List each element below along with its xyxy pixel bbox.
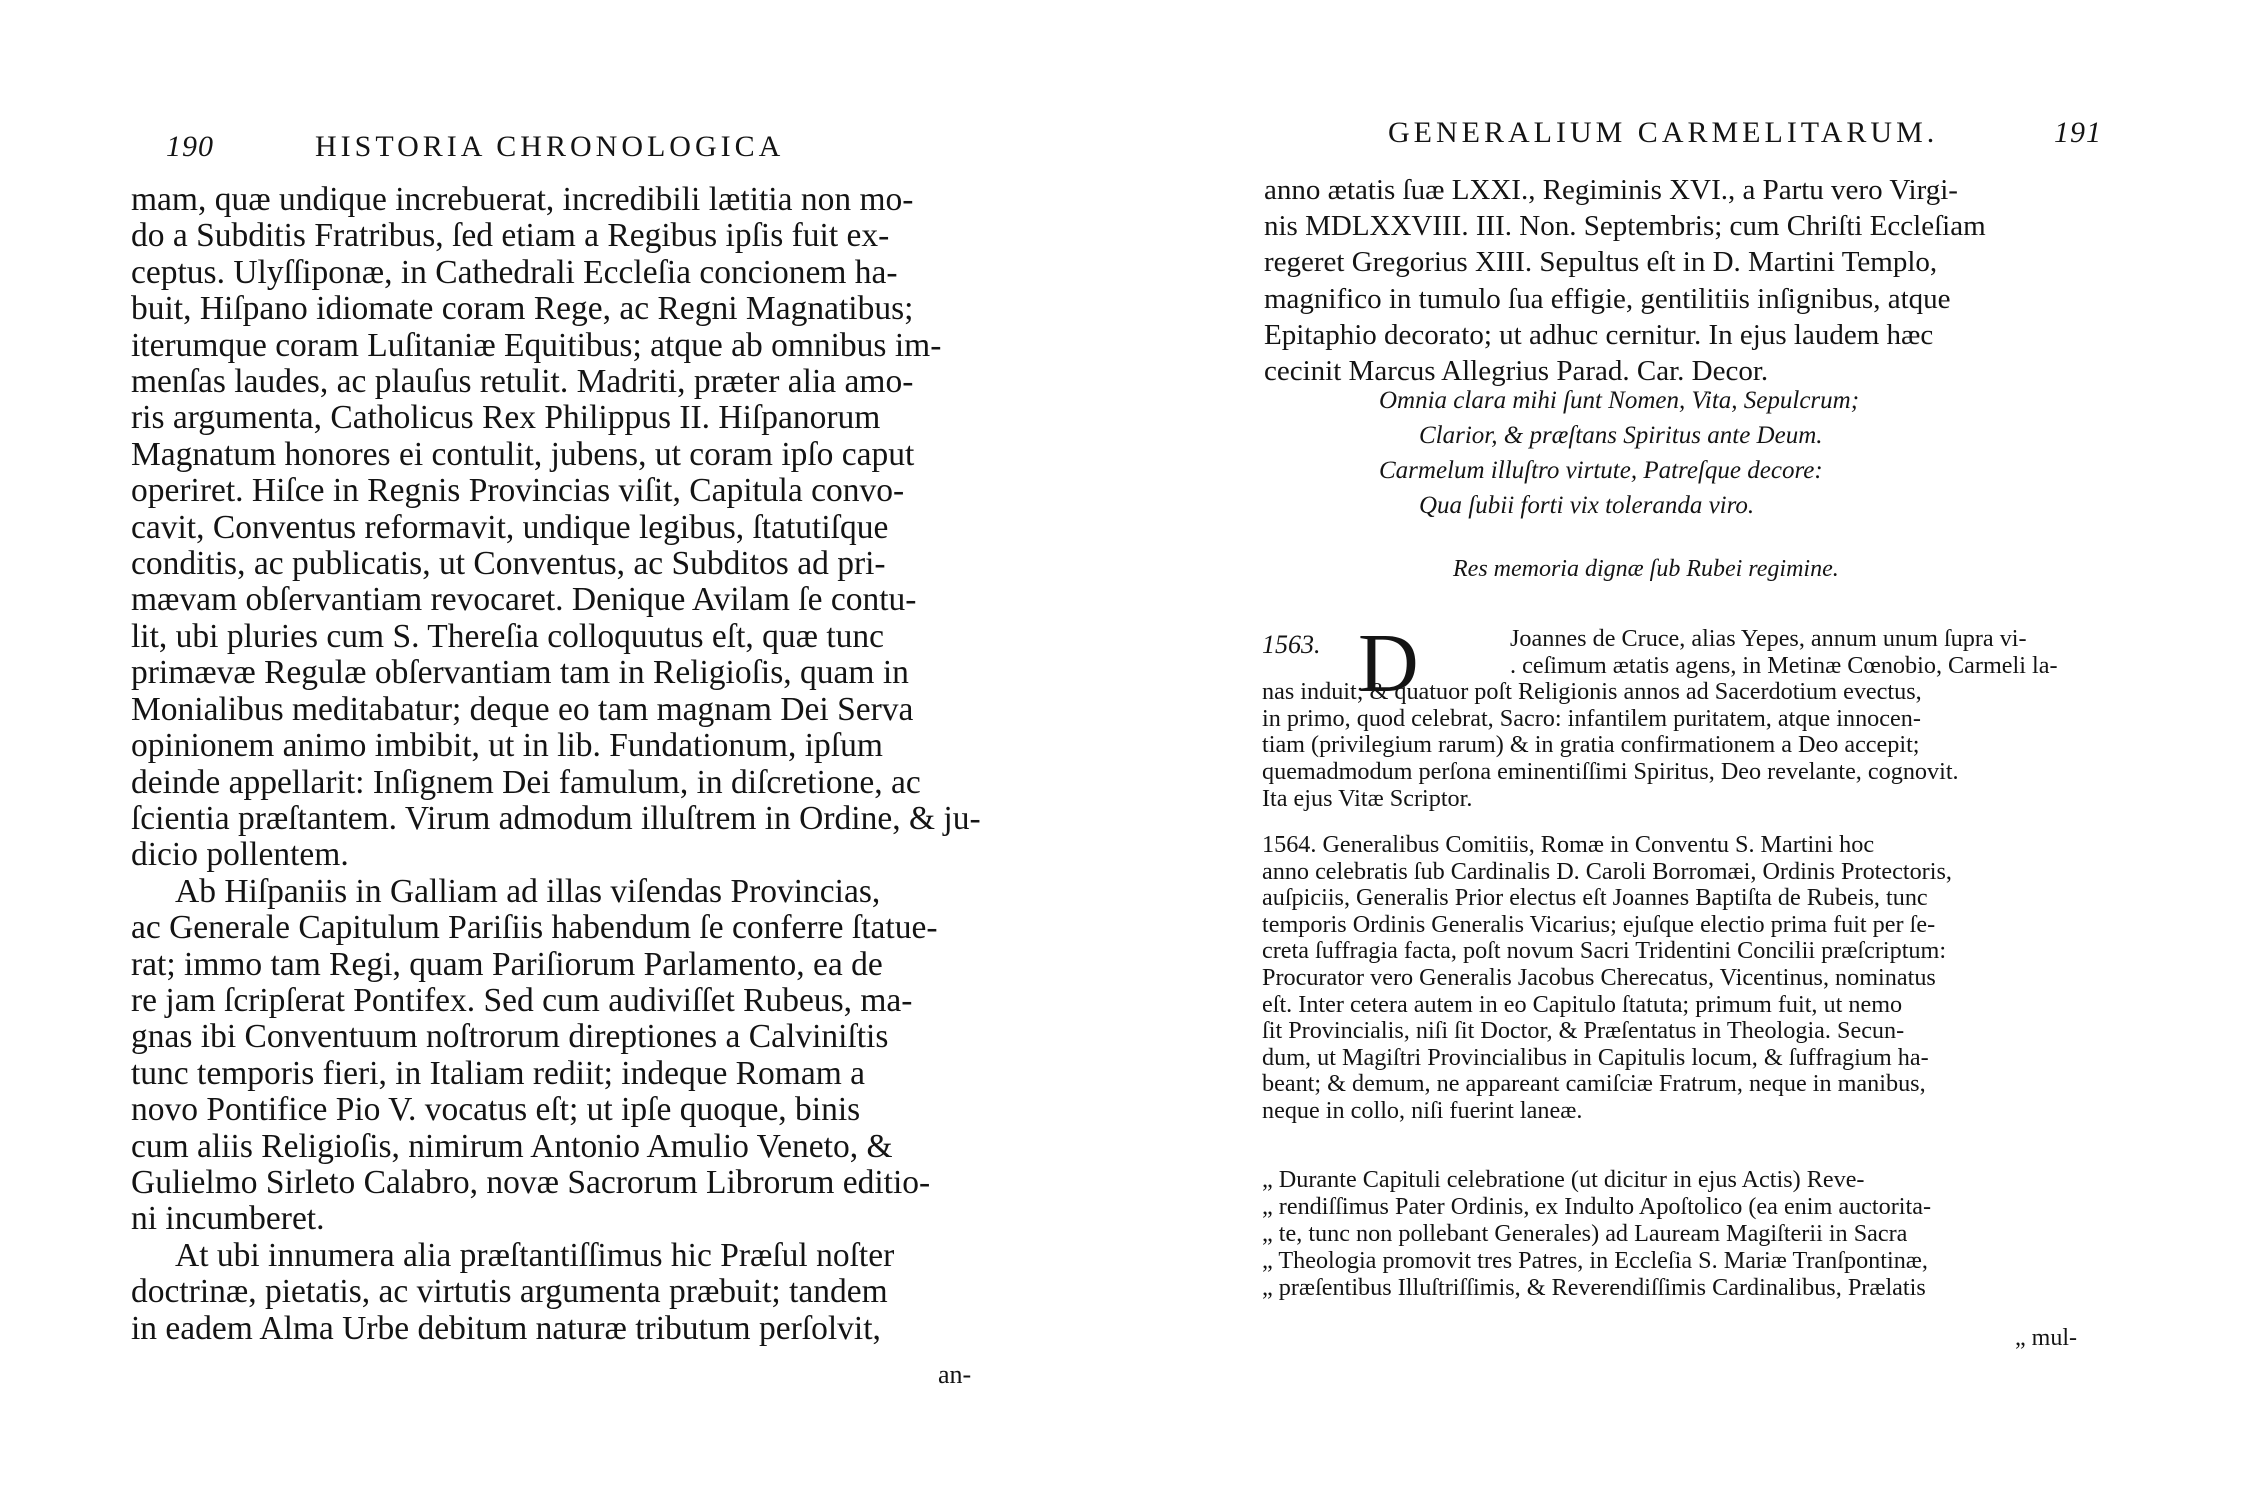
text-line: nis MDLXXVIII. III. Non. Septembris; cum Chriſti Eccleſiam	[1264, 210, 1986, 243]
text-line: ris argumenta, Catholicus Rex Philippus II. Hiſpanorum	[131, 399, 881, 437]
text-line: re jam ſcripſerat Pontifex. Sed cum audiviſſet Rubeus, ma-	[131, 981, 913, 1019]
section-heading: Res memoria dignæ ſub Rubei regimine.	[1453, 556, 1839, 582]
text-line: beant; & demum, ne appareant camiſciæ Fratrum, neque in manibus,	[1262, 1070, 1926, 1098]
text-line: do a Subditis Fratribus, ſed etiam a Regibus ipſis fuit ex-	[131, 217, 890, 255]
text-line: conditis, ac publicatis, ut Conventus, ac Subditos ad pri-	[131, 545, 886, 583]
text-line: nas induit; & quatuor poſt Religionis annos ad Sacerdotium evectus,	[1262, 678, 1922, 706]
text-line: in eadem Alma Urbe debitum naturæ tributum perſolvit,	[131, 1309, 881, 1347]
text-line: operiret. Hiſce in Regnis Provincias viſit, Capitula convo-	[131, 472, 905, 510]
text-line: ni incumberet.	[131, 1200, 325, 1238]
text-line: „ rendiſſimus Pater Ordinis, ex Indulto Apoſtolico (ea enim auctorita-	[1262, 1193, 1932, 1220]
page-number: 190	[166, 130, 214, 163]
text-line: ſcientia præſtantem. Virum admodum illuſtrem in Ordine, & ju-	[131, 799, 981, 837]
text-line: dicio pollentem.	[131, 836, 349, 874]
text-line: cum aliis Religioſis, nimirum Antonio Amulio Veneto, &	[131, 1127, 893, 1165]
text-line: tiam (privilegium rarum) & in gratia confirmationem a Deo accepit;	[1262, 731, 1920, 759]
text-line: „ Durante Capituli celebratione (ut dicitur in ejus Actis) Reve-	[1262, 1166, 1865, 1193]
running-head: GENERALIUM CARMELITARUM.	[1388, 116, 1939, 149]
text-line: in primo, quod celebrat, Sacro: infantilem puritatem, atque innocen-	[1262, 704, 1921, 732]
text-line: Gulielmo Sirleto Calabro, novæ Sacrorum Librorum editio-	[131, 1163, 931, 1201]
catchword: an-	[938, 1360, 972, 1389]
text-line: novo Pontifice Pio V. vocatus eſt; ut ipſe quoque, binis	[131, 1091, 861, 1129]
text-line: gnas ibi Conventuum noſtrorum direptiones a Calviniſtis	[131, 1018, 889, 1056]
text-line: creta ſuffragia facta, poſt novum Sacri Tridentini Concilii præſcriptum:	[1262, 937, 1947, 965]
text-line: Joannes de Cruce, alias Yepes, annum unum ſupra vi-	[1510, 625, 2027, 652]
text-line: „ præſentibus Illuſtriſſimis, & Reverendiſſimis Cardinalibus, Prælatis	[1262, 1274, 1926, 1301]
text-line: doctrinæ, pietatis, ac virtutis argumenta præbuit; tandem	[131, 1273, 888, 1311]
text-line: iterumque coram Luſitaniæ Equitibus; atque ab omnibus im-	[131, 326, 942, 364]
drop-cap: D	[1358, 617, 1419, 710]
text-line: regeret Gregorius XIII. Sepultus eſt in D. Martini Templo,	[1264, 246, 1938, 279]
paragraph-epitaph-intro	[1264, 172, 1986, 389]
running-head: HISTORIA CHRONOLOGICA	[315, 130, 785, 163]
text-line: cecinit Marcus Allegrius Parad. Car. Decor.	[1264, 355, 1769, 388]
paragraph-1563	[1262, 626, 2058, 812]
poem-line: Clarior, & præſtans Spiritus ante Deum.	[1419, 422, 1823, 449]
text-line: Monialibus meditabatur; deque eo tam magnam Dei Serva	[131, 690, 914, 728]
page-number: 191	[2054, 116, 2102, 149]
catchword: „ mul-	[2015, 1325, 2077, 1351]
text-line: dum, ut Magiſtri Provincialibus in Capitulis locum, & ſuffragium ha-	[1262, 1043, 1929, 1071]
text-line: cavit, Conventus reformavit, undique legibus, ſtatutiſque	[131, 508, 889, 546]
text-line: mævam obſervantiam revocaret. Denique Avilam ſe contu-	[131, 581, 917, 619]
text-line: menſas laudes, ac plauſus retulit. Madriti, præter alia amo-	[131, 363, 914, 401]
text-line: . ceſimum ætatis agens, in Metinæ Cœnobio, Carmeli la-	[1510, 651, 2058, 679]
text-line: ſit Provincialis, niſi ſit Doctor, & Præſentatus in Theologia. Secun-	[1262, 1017, 1905, 1045]
text-line: Magnatum honores ei contulit, jubens, ut coram ipſo caput	[131, 435, 915, 473]
text-line: rat; immo tam Regi, quam Pariſiorum Parlamento, ea de	[131, 945, 883, 983]
epitaph-poem	[1379, 383, 1859, 523]
poem-line: Qua ſubii forti vix toleranda viro.	[1419, 492, 1755, 519]
right-page	[1125, 0, 2250, 1501]
text-line: lit, ubi pluries cum S. Thereſia colloquutus eſt, quæ tunc	[131, 617, 885, 655]
text-line: neque in collo, niſi fuerint laneæ.	[1262, 1096, 1583, 1124]
poem-line: Omnia clara mihi ſunt Nomen, Vita, Sepulcrum;	[1379, 387, 1860, 414]
year-marker: 1563.	[1262, 630, 1321, 659]
text-line: tunc temporis fieri, in Italiam rediit; indeque Romam a	[131, 1054, 866, 1092]
text-line: Ita ejus Vitæ Scriptor.	[1262, 784, 1473, 812]
text-line: Ab Hiſpaniis in Galliam ad illas viſendas Provincias,	[175, 872, 881, 910]
paragraph-1564	[1262, 832, 1952, 1125]
poem-line: Carmelum illuſtro virtute, Patreſque decore:	[1379, 457, 1823, 484]
text-line: anno celebratis ſub Cardinalis D. Caroli Borromæi, Ordinis Protectoris,	[1262, 857, 1952, 885]
text-line: Procurator vero Generalis Jacobus Cherecatus, Vicentinus, nominatus	[1262, 963, 1936, 991]
text-line: temporis Ordinis Generalis Vicarius; ejuſque electio prima fuit per ſe-	[1262, 910, 1936, 938]
paragraph-quoted-acts	[1262, 1166, 1931, 1301]
text-line: eſt. Inter cetera autem in eo Capitulo ſtatuta; primum fuit, ut nemo	[1262, 990, 1903, 1018]
text-line: „ te, tunc non pollebant Generales) ad Lauream Magiſterii in Sacra	[1262, 1220, 1908, 1247]
text-line: „ Theologia promovit tres Patres, in Eccleſia S. Mariæ Tranſpontinæ,	[1262, 1247, 1928, 1274]
text-line: buit, Hiſpano idiomate coram Rege, ac Regni Magnatibus;	[131, 290, 914, 328]
text-line: primævæ Regulæ obſervantiam tam in Religioſis, quam in	[131, 654, 909, 692]
text-line: ac Generale Capitulum Pariſiis habendum ſe conferre ſtatue-	[131, 909, 938, 947]
text-line: opinionem animo imbibit, ut in lib. Fundationum, ipſum	[131, 727, 883, 765]
text-line: deinde appellarit: Inſignem Dei famulum, in diſcretione, ac	[131, 763, 921, 801]
left-body-text	[131, 182, 1021, 1347]
text-line: mam, quæ undique increbuerat, incredibili lætitia non mo-	[131, 181, 914, 218]
text-line: At ubi innumera alia præſtantiſſimus hic Præſul noſter	[175, 1236, 895, 1274]
text-line: quemadmodum perſona eminentiſſimi Spiritus, Deo revelante, cognovit.	[1262, 757, 1959, 785]
text-line: Epitaphio decorato; ut adhuc cernitur. In ejus laudem hæc	[1264, 318, 1934, 351]
text-line: anno ætatis ſuæ LXXI., Regiminis XVI., a Partu vero Virgi-	[1264, 174, 1958, 206]
text-line: 1564. Generalibus Comitiis, Romæ in Conventu S. Martini hoc	[1262, 831, 1875, 858]
text-line: ceptus. Ulyſſiponæ, in Cathedrali Eccleſia concionem ha-	[131, 253, 898, 291]
text-line: auſpiciis, Generalis Prior electus eſt Joannes Baptiſta de Rubeis, tunc	[1262, 884, 1928, 912]
text-line: magnifico in tumulo ſua effigie, gentilitiis inſignibus, atque	[1264, 282, 1951, 315]
